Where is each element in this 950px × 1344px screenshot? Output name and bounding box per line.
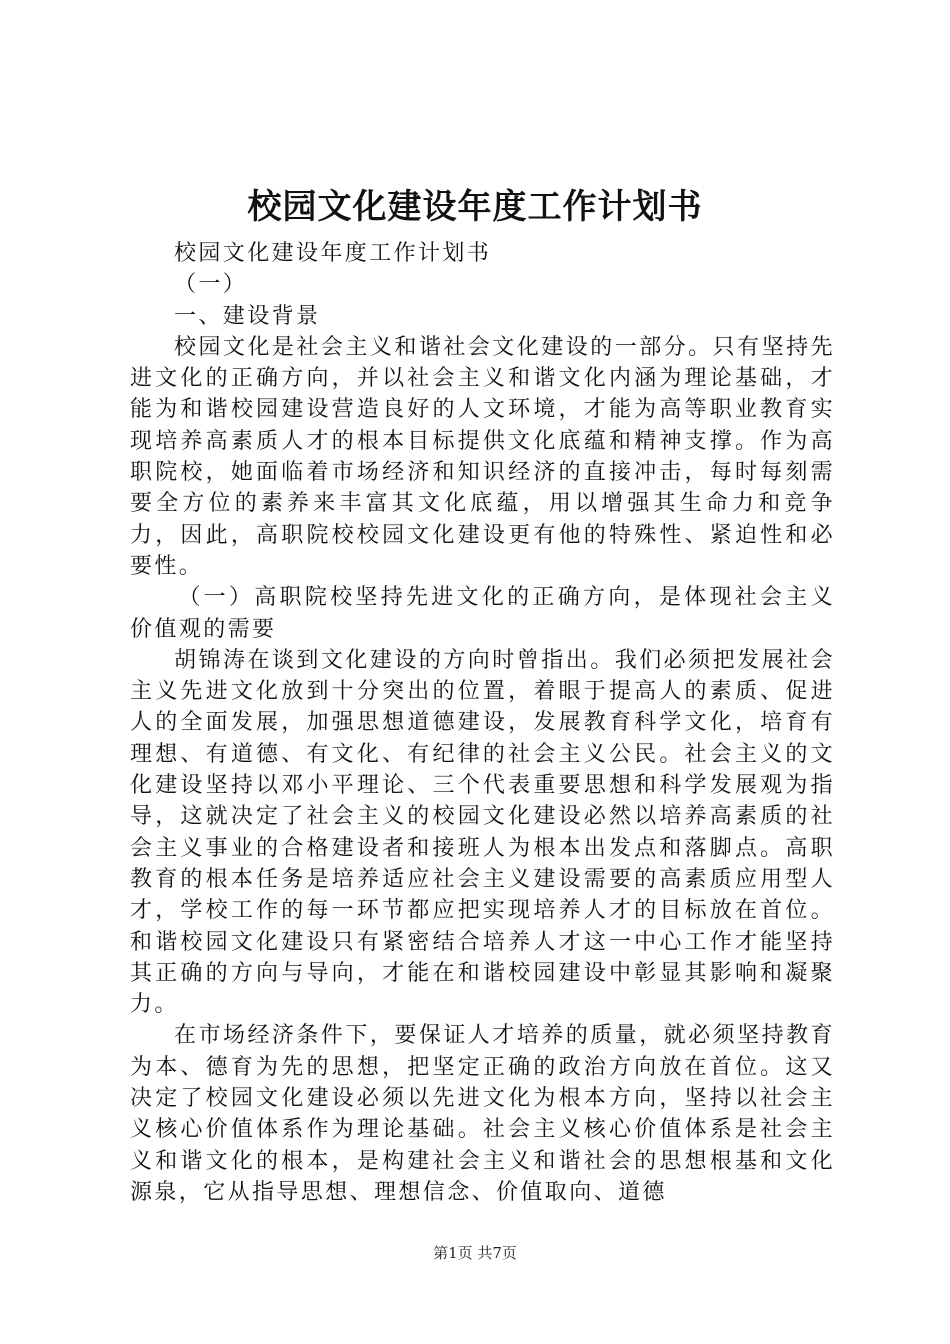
- paragraph-subtitle: 校园文化建设年度工作计划书: [174, 241, 492, 266]
- page-number-label: 第1页 共7页: [433, 1244, 517, 1262]
- document-body: [130, 238, 835, 1208]
- paragraph-body: 校园文化是社会主义和谐社会文化建设的一部分。只有坚持先进文化的正确方向，并以社会主义和谐文化内涵为理论基础，才能为和谐校园建设营造良好的人文环境，才能为高等职业教育实现培养高素质人才的根本目标提供文化底蕴和精神支撑。作为高职院校，她面临着市场经济和知识经济的直接冲击，每时每刻需要全方位的素养来丰富其文化底蕴，用以增强其生命力和竞争力，因此，高职院校校园文化建设更有他的特殊性、紧迫性和必要性。: [130, 334, 835, 579]
- paragraph-heading-background: 一、建设背景: [174, 303, 321, 329]
- paragraph-body: 胡锦涛在谈到文化建设的方向时曾指出。我们必须把发展社会主义先进文化放到十分突出的位置，着眼于提高人的素质、促进人的全面发展，加强思想道德建设，发展教育科学文化，培育有理想、有道德、有文化、有纪律的社会主义公民。社会主义的文化建设坚持以邓小平理论、三个代表重要思想和科学发展观为指导，这就决定了社会主义的校园文化建设必然以培养高素质的社会主义事业的合格建设者和接班人为根本出发点和落脚点。高职教育的根本任务是培养适应社会主义建设需要的高素质应用型人才，学校工作的每一环节都应把实现培养人才的目标放在首位。和谐校园文化建设只有紧密结合培养人才这一中心工作才能坚持其正确的方向与导向，才能在和谐校园建设中彰显其影响和凝聚力。: [130, 647, 835, 1018]
- paragraph-body: 在市场经济条件下，要保证人才培养的质量，就必须坚持教育为本、德育为先的思想，把坚定正确的政治方向放在首位。这又决定了校园文化建设必须以先进文化为根本方向，坚持以社会主义核心价值体系作为理论基础。社会主义核心价值体系是社会主义和谐文化的根本，是构建社会主义和谐社会的思想根基和文化源泉，它从指导思想、理想信念、价值取向、道德: [130, 1023, 835, 1205]
- page-footer: [0, 1243, 950, 1263]
- paragraph-subheading: （一）高职院校坚持先进文化的正确方向，是体现社会主义价值观的需要: [130, 585, 835, 642]
- document-title: 校园文化建设年度工作计划书: [247, 187, 703, 227]
- paragraph-section-number: （一）: [174, 272, 248, 298]
